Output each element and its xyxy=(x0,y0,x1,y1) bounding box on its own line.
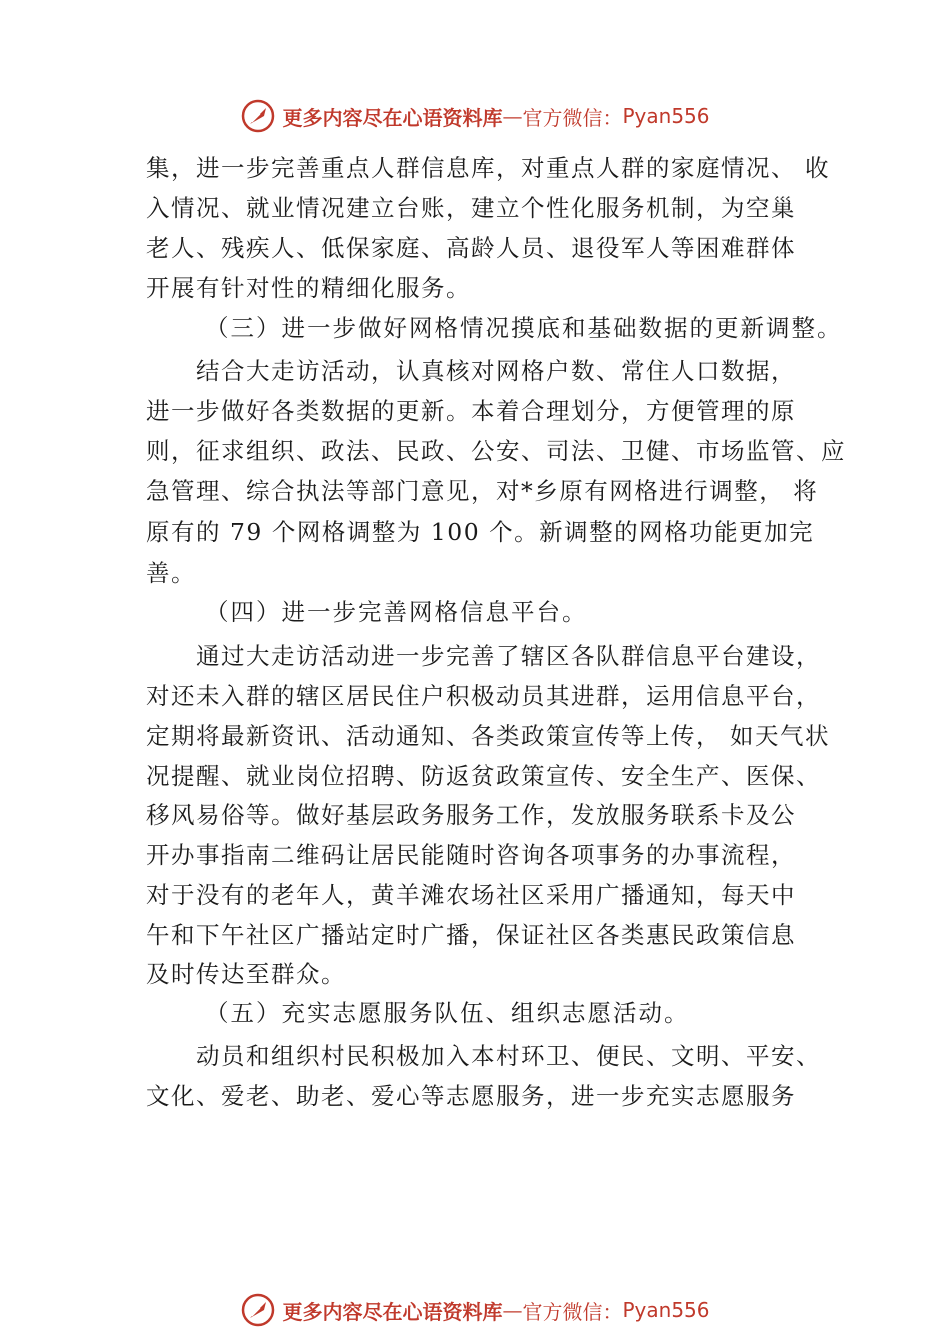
body-line: 开办事指南二维码让居民能随时咨询各项事务的办事流程， xyxy=(146,841,796,869)
body-line: 动员和组织村民积极加入本村环卫、便民、文明、平安、 xyxy=(196,1042,821,1070)
header-wechat-id: Pyan556 xyxy=(622,104,710,128)
body-line: 移风易俗等。做好基层政务服务工作，发放服务联系卡及公 xyxy=(146,801,796,829)
header-dash: — xyxy=(502,104,523,128)
body-line: 及时传达至群众。 xyxy=(146,960,346,988)
quill-logo-icon xyxy=(240,98,276,134)
header-wechat-label: 官方微信： xyxy=(522,105,623,130)
body-line: 对还未入群的辖区居民住户积极动员其进群，运用信息平台， xyxy=(146,682,821,710)
body-line: 则，征求组织、政法、民政、公安、司法、卫健、市场监管、应 xyxy=(146,437,846,465)
body-line: 进一步做好各类数据的更新。本着合理划分，方便管理的原 xyxy=(146,397,796,425)
body-line: 定期将最新资讯、活动通知、各类政策宣传等上传， 如天气状 xyxy=(146,722,830,750)
body-line: 文化、爱老、助老、爱心等志愿服务，进一步充实志愿服务 xyxy=(146,1082,796,1110)
footer-dash: — xyxy=(502,1298,523,1322)
header-watermark xyxy=(0,96,950,136)
body-line: 集，进一步完善重点人群信息库，对重点人群的家庭情况、 收 xyxy=(146,154,830,182)
body-line: 对于没有的老年人，黄羊滩农场社区采用广播通知，每天中 xyxy=(146,881,796,909)
header-site-name: 更多内容尽在心语资料库 xyxy=(282,105,503,130)
body-line: 善。 xyxy=(146,559,196,587)
body-line: 原有的 79 个网格调整为 100 个。新调整的网格功能更加完 xyxy=(146,518,815,546)
footer-wechat-label: 官方微信： xyxy=(522,1299,623,1324)
body-line: 老人、残疾人、低保家庭、高龄人员、退役军人等困难群体 xyxy=(146,234,796,262)
body-line: 况提醒、就业岗位招聘、防返贫政策宣传、安全生产、医保、 xyxy=(146,762,821,790)
quill-logo-icon xyxy=(240,1292,276,1328)
footer-watermark xyxy=(0,1290,950,1330)
footer-wechat-id: Pyan556 xyxy=(622,1298,710,1322)
body-line: 午和下午社区广播站定时广播，保证社区各类惠民政策信息 xyxy=(146,921,796,949)
section-heading-5: （五）充实志愿服务队伍、组织志愿活动。 xyxy=(205,999,690,1027)
body-line: 急管理、综合执法等部门意见，对*乡原有网格进行调整， 将 xyxy=(146,477,819,505)
section-heading-4: （四）进一步完善网格信息平台。 xyxy=(205,598,588,626)
section-heading-3: （三）进一步做好网格情况摸底和基础数据的更新调整。 xyxy=(205,314,843,342)
body-line: 通过大走访活动进一步完善了辖区各队群信息平台建设， xyxy=(196,642,821,670)
body-line: 结合大走访活动，认真核对网格户数、常住人口数据， xyxy=(196,357,796,385)
body-line: 开展有针对性的精细化服务。 xyxy=(146,274,471,302)
footer-site-name: 更多内容尽在心语资料库 xyxy=(282,1299,503,1324)
body-line: 入情况、就业情况建立台账，建立个性化服务机制，为空巢 xyxy=(146,194,796,222)
